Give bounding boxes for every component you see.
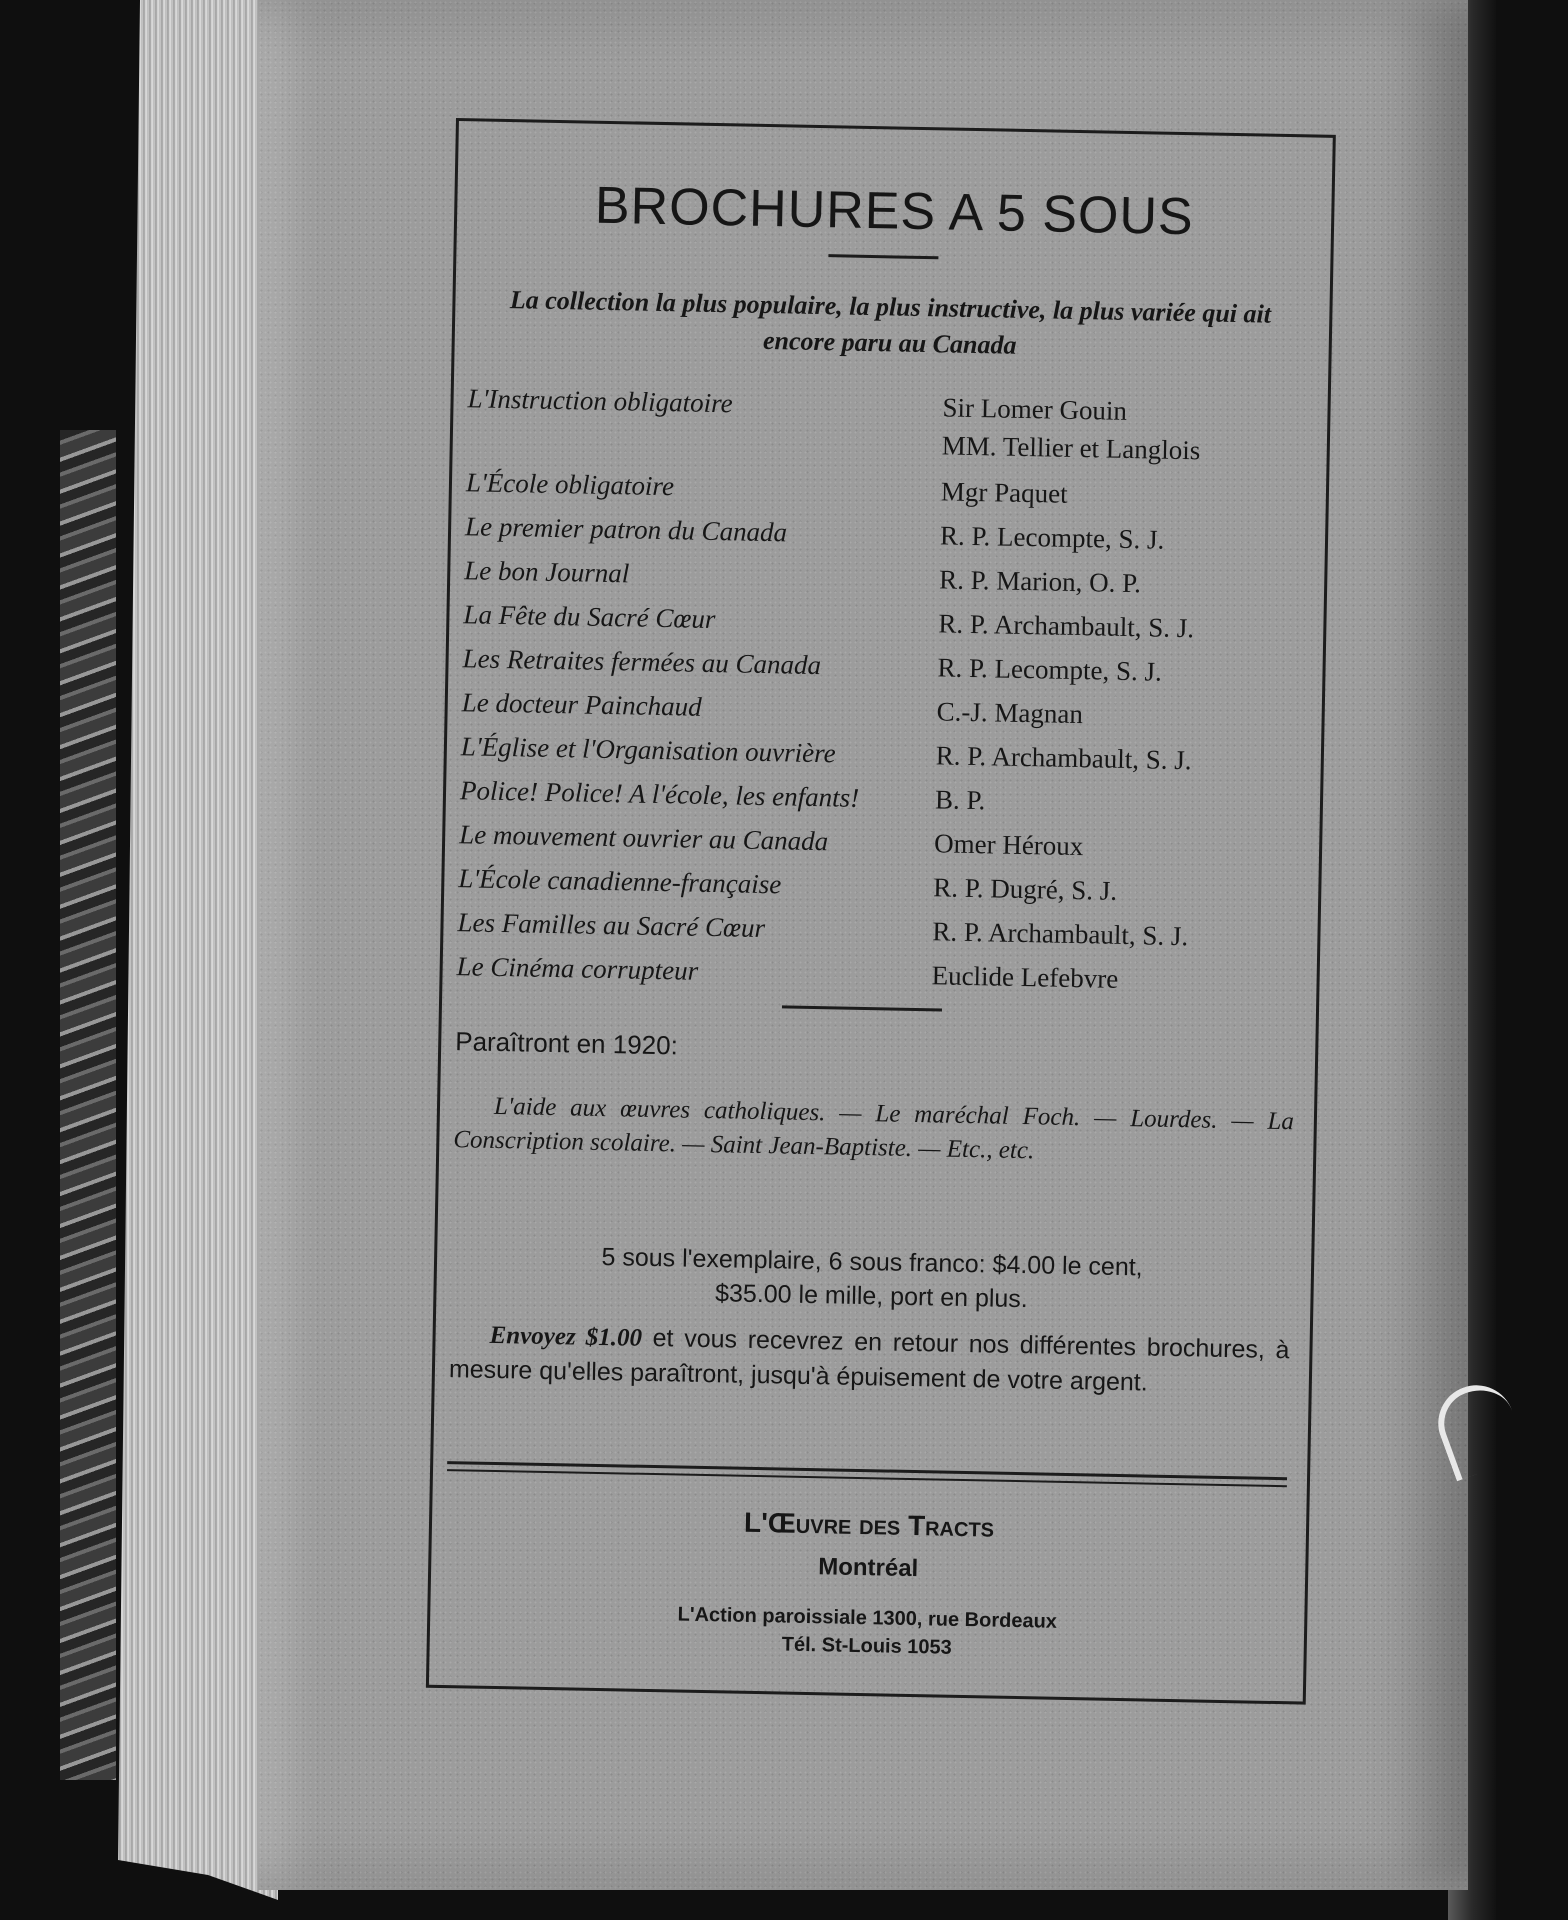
brochure-author: R. P. Marion, O. P. xyxy=(938,564,1142,599)
intro-text: La collection la plus populaire, la plus instructive, la plus variée qui ait encore paru au Canada xyxy=(509,285,1272,360)
brochure-author: C.-J. Magnan xyxy=(936,696,1084,730)
brochure-title: L'École obligatoire xyxy=(465,467,675,502)
brochure-author: R. P. Archambault, S. J. xyxy=(935,740,1192,776)
brochure-title: Le Cinéma corrupteur xyxy=(456,951,699,986)
brochure-author: R. P. Dugré, S. J. xyxy=(933,872,1118,906)
brochure-title: L'Église et l'Organisation ouvrière xyxy=(460,731,836,769)
book-page-edges xyxy=(118,0,278,1920)
order-text xyxy=(449,1317,1290,1402)
brochure-author: R. P. Archambault, S. J. xyxy=(932,916,1189,952)
brochure-author: MM. Tellier et Langlois xyxy=(941,430,1201,466)
forthcoming-heading: Paraîtront en 1920: xyxy=(454,1026,679,1061)
brochure-author: Mgr Paquet xyxy=(940,476,1068,509)
brochure-title: Le mouvement ouvrier au Canada xyxy=(458,819,829,857)
brochure-author: Euclide Lefebvre xyxy=(931,960,1119,994)
price-line: $35.00 le mille, port en plus. xyxy=(714,1279,1029,1314)
order-rest: et vous recevrez en retour nos différentes brochures, à mesure qu'elles paraîtront, jusqu'à épuisement de votre argent. xyxy=(448,1323,1290,1397)
publisher-city: Montréal xyxy=(817,1553,919,1583)
list-rule xyxy=(782,1005,942,1011)
brochure-title: Le premier patron du Canada xyxy=(464,511,788,548)
brochure-author: R. P. Archambault, S. J. xyxy=(938,608,1195,644)
advertisement-frame xyxy=(426,118,1336,1705)
brochure-title: Le docteur Painchaud xyxy=(461,687,702,722)
address-line: L'Action paroissiale 1300, rue Bordeaux xyxy=(677,1603,1058,1633)
price-line: 5 sous l'exemplaire, 6 sous franco: $4.00 le cent, xyxy=(601,1243,1143,1282)
order-emphasis: Envoyez $1.00 xyxy=(489,1321,643,1352)
phone-line: Tél. St-Louis 1053 xyxy=(781,1633,952,1659)
brochure-list xyxy=(456,383,1328,994)
brochure-author: Omer Héroux xyxy=(933,828,1084,862)
brochure-title: L'École canadienne-française xyxy=(458,863,782,900)
marbled-edge xyxy=(60,430,116,1780)
book-page xyxy=(258,0,1468,1890)
brochure-author: B. P. xyxy=(934,784,986,816)
brochure-title: Le bon Journal xyxy=(464,555,630,589)
page-title: BROCHURES A 5 SOUS xyxy=(594,176,1195,247)
forthcoming-list: L'aide aux œuvres catholiques. — Le maréchal Foch. — Lourdes. — La Conscription scolaire. — Saint Jean-Baptiste. — Etc., etc. xyxy=(453,1092,1295,1165)
title-rule xyxy=(828,254,938,259)
price-text xyxy=(476,1238,1267,1321)
brochure-title: La Fête du Sacré Cœur xyxy=(463,599,716,635)
brochure-author: Sir Lomer Gouin xyxy=(942,392,1128,426)
publisher-address xyxy=(430,1596,1305,1669)
brochure-title: L'Instruction obligatoire xyxy=(467,383,733,419)
brochure-title: Police! Police! A l'école, les enfants! xyxy=(459,775,860,813)
brochure-title: Les Familles au Sacré Cœur xyxy=(457,907,766,944)
brochure-author: R. P. Lecompte, S. J. xyxy=(937,652,1163,687)
brochure-author: R. P. Lecompte, S. J. xyxy=(939,520,1165,555)
brochure-title: Les Retraites fermées au Canada xyxy=(462,643,822,681)
publisher-name: L'Œuvre des Tracts xyxy=(743,1506,995,1543)
